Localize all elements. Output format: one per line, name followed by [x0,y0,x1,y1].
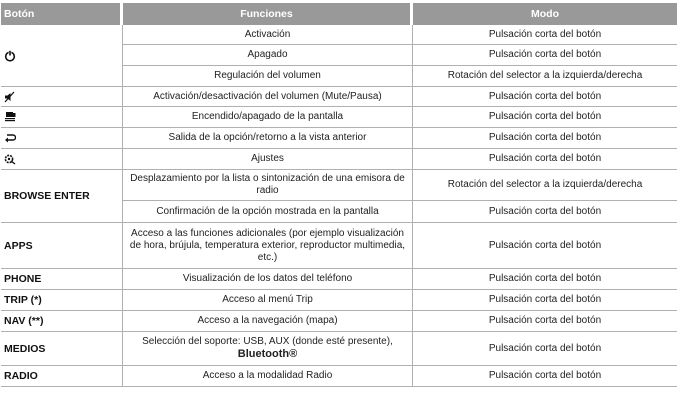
table-row [1,290,677,311]
button-cell-back [1,128,123,149]
function-cell: Regulación del volumen [123,66,413,87]
bluetooth-label: Bluetooth® [237,348,298,360]
mode-cell: Rotación del selector a la izquierda/derecha [413,66,677,87]
button-cell-radio: RADIO [1,366,123,387]
mode-cell: Pulsación corta del botón [413,290,677,311]
header-mode: Modo [413,3,677,25]
function-cell: Ajustes [123,149,413,170]
table-row [1,269,677,290]
function-cell: Desplazamiento por la lista o sintonización de una emisora de radio [123,170,413,201]
screen-icon [4,111,16,123]
mute-icon [4,91,16,103]
mode-cell: Pulsación corta del botón [413,332,677,366]
mode-cell: Pulsación corta del botón [413,223,677,269]
mode-cell: Pulsación corta del botón [413,25,677,45]
button-cell-trip: TRIP (*) [1,290,123,311]
table-row [1,107,677,128]
back-arrow-icon [4,132,16,144]
table-row [1,149,677,170]
table-row [1,87,677,107]
function-cell: Acceso a la modalidad Radio [123,366,413,387]
settings-icon [4,153,16,165]
function-cell: Apagado [123,45,413,66]
table-row [1,223,677,269]
button-cell-settings [1,149,123,170]
function-cell: Activación [123,25,413,45]
button-cell-power [1,25,123,87]
button-cell-mute [1,87,123,107]
table-row [1,170,677,201]
table-row [1,25,677,45]
mode-cell: Pulsación corta del botón [413,107,677,128]
mode-cell: Pulsación corta del botón [413,311,677,332]
mode-cell: Pulsación corta del botón [413,201,677,223]
function-cell: Confirmación de la opción mostrada en la pantalla [123,201,413,223]
function-cell [123,332,413,366]
mode-cell: Pulsación corta del botón [413,366,677,387]
table-row [1,332,677,366]
power-icon [4,50,16,62]
header-row [1,3,677,25]
mode-cell: Pulsación corta del botón [413,269,677,290]
mode-cell: Rotación del selector a la izquierda/derecha [413,170,677,201]
function-cell: Activación/desactivación del volumen (Mute/Pausa) [123,87,413,107]
button-cell-browse-enter: BROWSE ENTER [1,170,123,223]
function-cell: Salida de la opción/retorno a la vista anterior [123,128,413,149]
function-text: Selección del soporte: USB, AUX (donde esté presente), [142,336,393,347]
header-button: Botón [1,3,123,25]
table-row [1,311,677,332]
button-cell-nav: NAV (**) [1,311,123,332]
button-cell-medios: MEDIOS [1,332,123,366]
mode-cell: Pulsación corta del botón [413,149,677,170]
function-cell: Acceso a la navegación (mapa) [123,311,413,332]
header-functions: Funciones [123,3,413,25]
function-cell: Visualización de los datos del teléfono [123,269,413,290]
mode-cell: Pulsación corta del botón [413,87,677,107]
table-row [1,128,677,149]
function-cell: Acceso a las funciones adicionales (por ejemplo visualización de hora, brújula, temperatura exterior, reproductor multimedia, etc.) [123,223,413,269]
function-cell: Acceso al menú Trip [123,290,413,311]
table-row [1,366,677,387]
button-cell-phone: PHONE [1,269,123,290]
button-cell-apps: APPS [1,223,123,269]
mode-cell: Pulsación corta del botón [413,45,677,66]
button-cell-screen [1,107,123,128]
controls-table [1,3,677,387]
function-cell: Encendido/apagado de la pantalla [123,107,413,128]
mode-cell: Pulsación corta del botón [413,128,677,149]
